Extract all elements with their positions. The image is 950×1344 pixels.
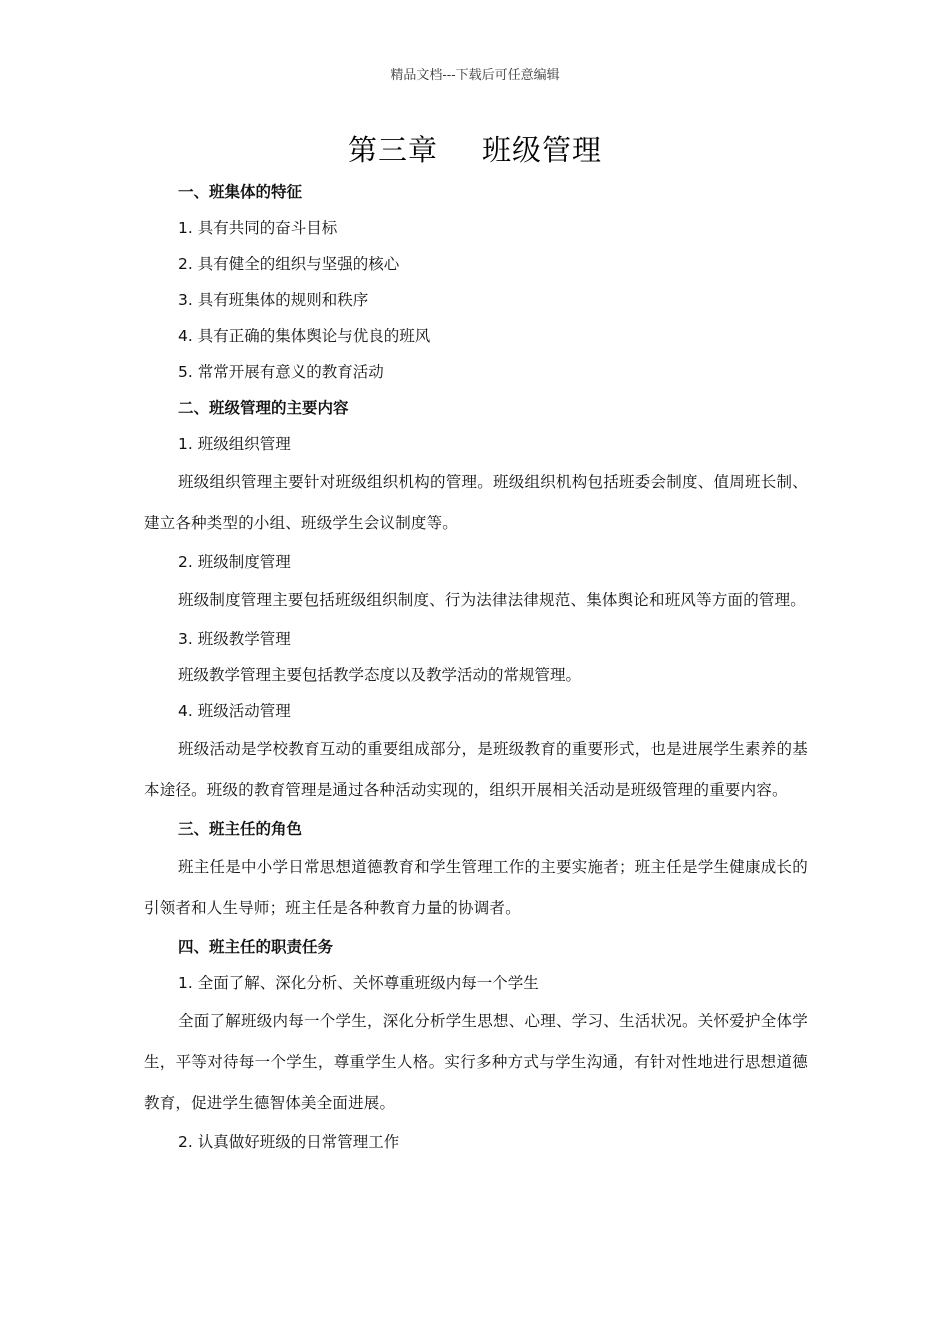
paragraph: 班主任是中小学日常思想道德教育和学生管理工作的主要实施者；班主任是学生健康成长的引领者和人生导师；班主任是各种教育力量的协调者。 xyxy=(144,858,808,917)
subheading: 4. 班级活动管理 xyxy=(178,702,291,720)
subheading: 3. 班级教学管理 xyxy=(178,630,291,648)
paragraph: 班级组织管理主要针对班级组织机构的管理。班级组织机构包括班委会制度、值周班长制、建立各种类型的小组、班级学生会议制度等。 xyxy=(144,473,808,532)
list-item: 1. 具有共同的奋斗目标 xyxy=(178,219,338,237)
subheading: 2. 认真做好班级的日常管理工作 xyxy=(178,1133,400,1151)
page-header-note: 精品文档---下载后可任意编辑 xyxy=(390,68,560,83)
section-heading-1: 一、班集体的特征 xyxy=(178,183,303,201)
list-item: 5. 常常开展有意义的教育活动 xyxy=(178,363,384,381)
subheading: 1. 全面了解、深化分析、关怀尊重班级内每一个学生 xyxy=(178,974,539,992)
section-heading-3: 三、班主任的角色 xyxy=(178,820,303,838)
chapter-title xyxy=(0,128,950,169)
paragraph: 班级教学管理主要包括教学态度以及教学活动的常规管理。 xyxy=(178,666,582,684)
list-item: 4. 具有正确的集体舆论与优良的班风 xyxy=(178,327,431,345)
paragraph: 全面了解班级内每一个学生，深化分析学生思想、心理、学习、生活状况。关怀爱护全体学生，平等对待每一个学生，尊重学生人格。实行多种方式与学生沟通，有针对性地进行思想道德教育，促进学生德智体美全面进展。 xyxy=(144,1012,808,1112)
section-heading-2: 二、班级管理的主要内容 xyxy=(178,399,349,417)
chapter-name: 班级管理 xyxy=(482,133,603,167)
chapter-number: 第三章 xyxy=(347,133,438,167)
paragraph: 班级制度管理主要包括班级组织制度、行为法律法律规范、集体舆论和班风等方面的管理。 xyxy=(178,591,807,609)
paragraph: 班级活动是学校教育互动的重要组成部分，是班级教育的重要形式，也是进展学生素养的基本途径。班级的教育管理是通过各种活动实现的，组织开展相关活动是班级管理的重要内容。 xyxy=(144,740,808,799)
list-item: 2. 具有健全的组织与坚强的核心 xyxy=(178,255,400,273)
subheading: 1. 班级组织管理 xyxy=(178,435,291,453)
document-body xyxy=(144,174,808,1160)
subheading: 2. 班级制度管理 xyxy=(178,553,291,571)
section-heading-4: 四、班主任的职责任务 xyxy=(178,938,334,956)
list-item: 3. 具有班集体的规则和秩序 xyxy=(178,291,369,309)
